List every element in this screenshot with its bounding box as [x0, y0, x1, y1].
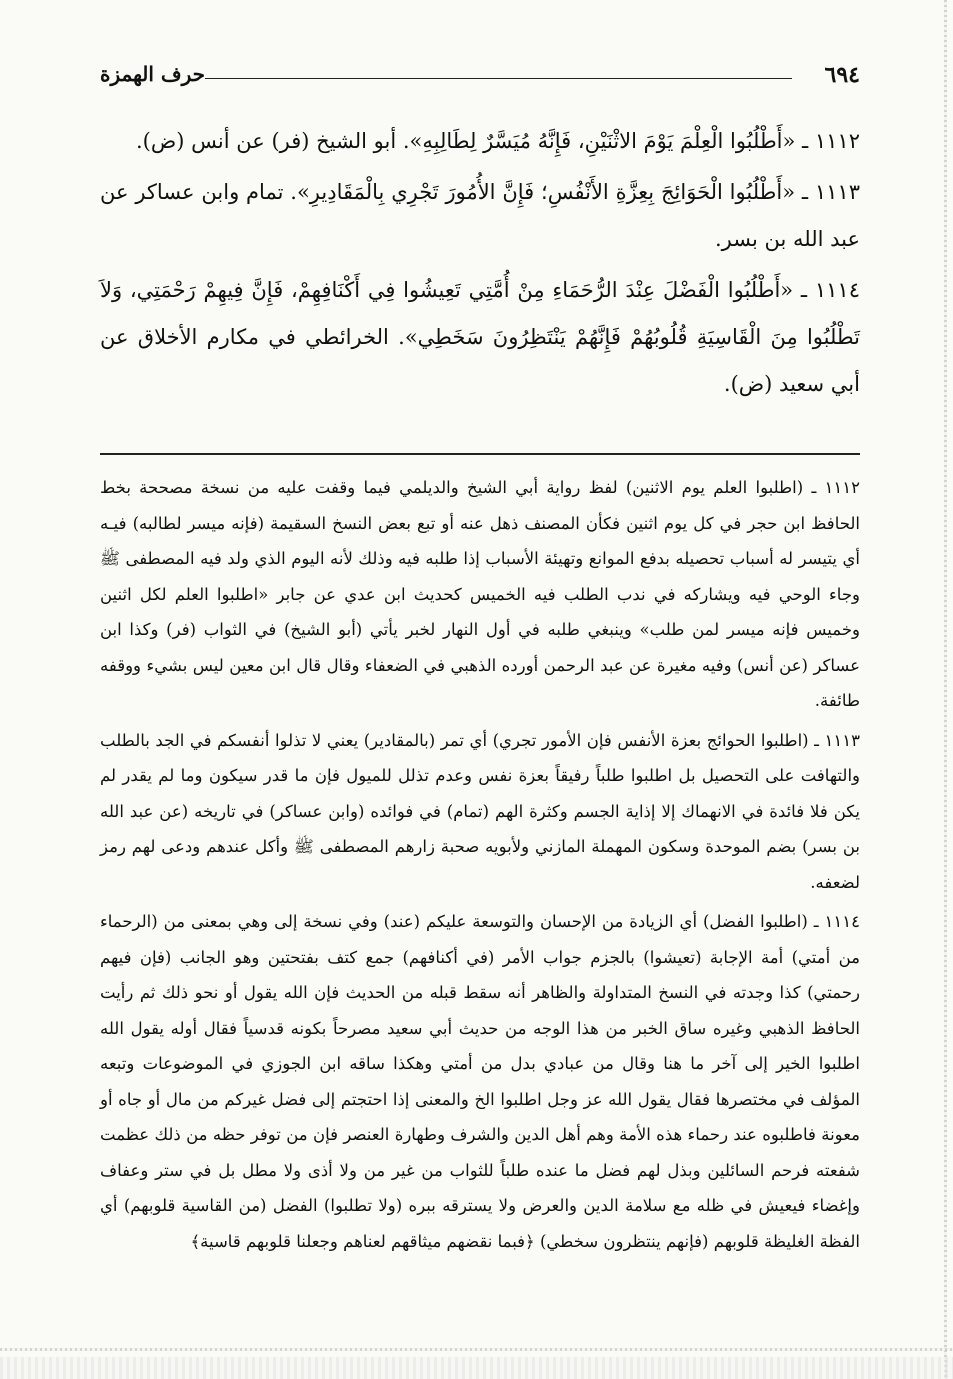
note-1112: ١١١٢ ـ (اطلبوا العلم يوم الاثنين) لفظ رواية أبي الشيخ والديلمي فيما وقفت عليه من نسخة مصححة بخط الحافظ ابن حجر في كل يوم اثنين فكأن المصنف ذهل عنه أو تبع بعض النسخ السقيمة (فإنه ميسر لطالبه) فيـه أي يتيسر له أسباب تحصيله بدفع الموانع وتهيئة الأسباب إذا طلبه فيه وذلك لأنه اليوم الذي ولد فيه المصطفى ﷺ وجاء الوحي فيه ويشاركه في ندب الطلب فيه الخميس كحديث ابن عدي عن جابر «اطلبوا العلم لكل اثنين وخميس فإنه ميسر لمن طلب» وينبغي طلبه في أول النهار لخبر يأتي (أبو الشيخ) في الثواب (فر) وكذا ابن عساكر (عن أنس) وفيه مغيرة عن عبد الرحمن أورده الذهبي في الضعفاء وقال قال ابن معين ليس بشيء ووقفه طائفة.	[100, 478, 860, 710]
chapter-title: حرف الهمزة	[100, 62, 206, 86]
scan-bleed	[0, 1357, 953, 1379]
hadith-1113: ١١١٣ ـ «أَطْلُبُوا الْحَوَائِجَ بِعِزَّةِ الأَنْفُسِ؛ فَإِنَّ الأُمُورَ تَجْرِي بِالْمَقَادِيرِ». تمام وابن عساكر عن عبد الله بن بسر.	[100, 180, 860, 251]
page-edge-bottom	[0, 1348, 953, 1351]
note-1114: ١١١٤ ـ (اطلبوا الفضل) أي الزيادة من الإحسان والتوسعة عليكم (عند) وفي نسخة إلى وهي بمعنى من (الرحماء من أمتي) أمة الإجابة (تعيشوا) بالجزم جواب الأمر (في أكنافهم) جمع كتف بفتحتين وهو الجانب (فإن فيهم رحمتي) كذا وجدته في النسخ المتداولة والظاهر أنه سقط قبله من الحديث فإن الله يقول أو نحو ذلك ثم رأيت الحافظ الذهبي وغيره ساق الخبر من هذا الوجه من حديث أبي سعيد مصرحاً بكونه قدسياً فقال أوله يقول الله اطلبوا الخير إلى آخر ما هنا وقال من عبادي بدل من أمتي وهكذا ساقه ابن الجوزي في الموضوعات وتبعه المؤلف في مختصرها فقال يقول الله عز وجل اطلبوا الخ والمعنى إذا احتجتم إلى فضل غيركم من مال أو جاه أو معونة فاطلبوه عند رحماء هذه الأمة وهم أهل الدين والشرف وطهارة العنصر فإن من توفر حظه من ذلك عظمت شفعته فرحم السائلين وبذل لهم فضل ما عنده طلباً للثواب من غير من ولا أذى ولا مطل بل في ستر وعفاف وإغضاء فيعيش في ظله مع سلامة الدين والعرض ولا يسترقه ببره (ولا تطلبوا) الفضل (من القاسية قلوبهم) أي الفظة الغليظة قلوبهم (فإنهم ينتظرون سخطي) ﴿فبما نقضهم ميثاقهم لعناهم وجعلنا قلوبهم قاسية﴾	[100, 912, 860, 1251]
hadith-1112: ١١١٢ ـ «أَطْلُبُوا الْعِلْمَ يَوْمَ الاثْنَيْنِ، فَإِنَّهُ مُيَسَّرٌ لِطَالِبِهِ». أبو الشيخ (فر) عن أنس (ض).	[136, 129, 860, 153]
page-edge-right	[944, 0, 947, 1379]
note-1113: ١١١٣ ـ (اطلبوا الحوائج بعزة الأنفس فإن الأمور تجري) أي تمر (بالمقادير) يعني لا تذلوا أنفسكم في الجد بالطلب والتهافت على التحصيل بل اطلبوا طلباً رفيقاً بعزة نفس وعدم تذلل للميول فإن ما قدر سيكون وما لم يقدر لم يكن فلا فائدة في الانهماك إلا إذاية الجسم وكثرة الهم (تمام) في فوائده (وابن عساكر) في تاريخه (عن عبد الله بن بسر) بضم الموحدة وسكون المهملة المازني ولأبويه صحبة زارهم المصطفى ﷺ وأكل عندهم ودعى لهم رمز لضعفه.	[100, 730, 860, 892]
footnote-divider	[100, 453, 860, 455]
commentary-section	[100, 470, 860, 1263]
header-rule	[205, 78, 792, 79]
hadith-1114: ١١١٤ ـ «أَطْلُبُوا الْفَضْلَ عِنْدَ الرُّحَمَاءِ مِنْ أُمَّتِي تَعِيشُوا فِي أَكْنَافِهِمْ، فَإِنَّ فِيهِمْ رَحْمَتِي، وَلاَ تَطْلُبُوا مِنَ الْقَاسِيَةِ قُلُوبُهُمْ فَإِنَّهُمْ يَنْتَظِرُونَ سَخَطِي». الخرائطي في مكارم الأخلاق عن أبي سعيد (ض).	[100, 278, 860, 396]
main-text	[100, 118, 860, 412]
running-header	[100, 62, 860, 92]
page-number: ٦٩٤	[824, 62, 860, 88]
